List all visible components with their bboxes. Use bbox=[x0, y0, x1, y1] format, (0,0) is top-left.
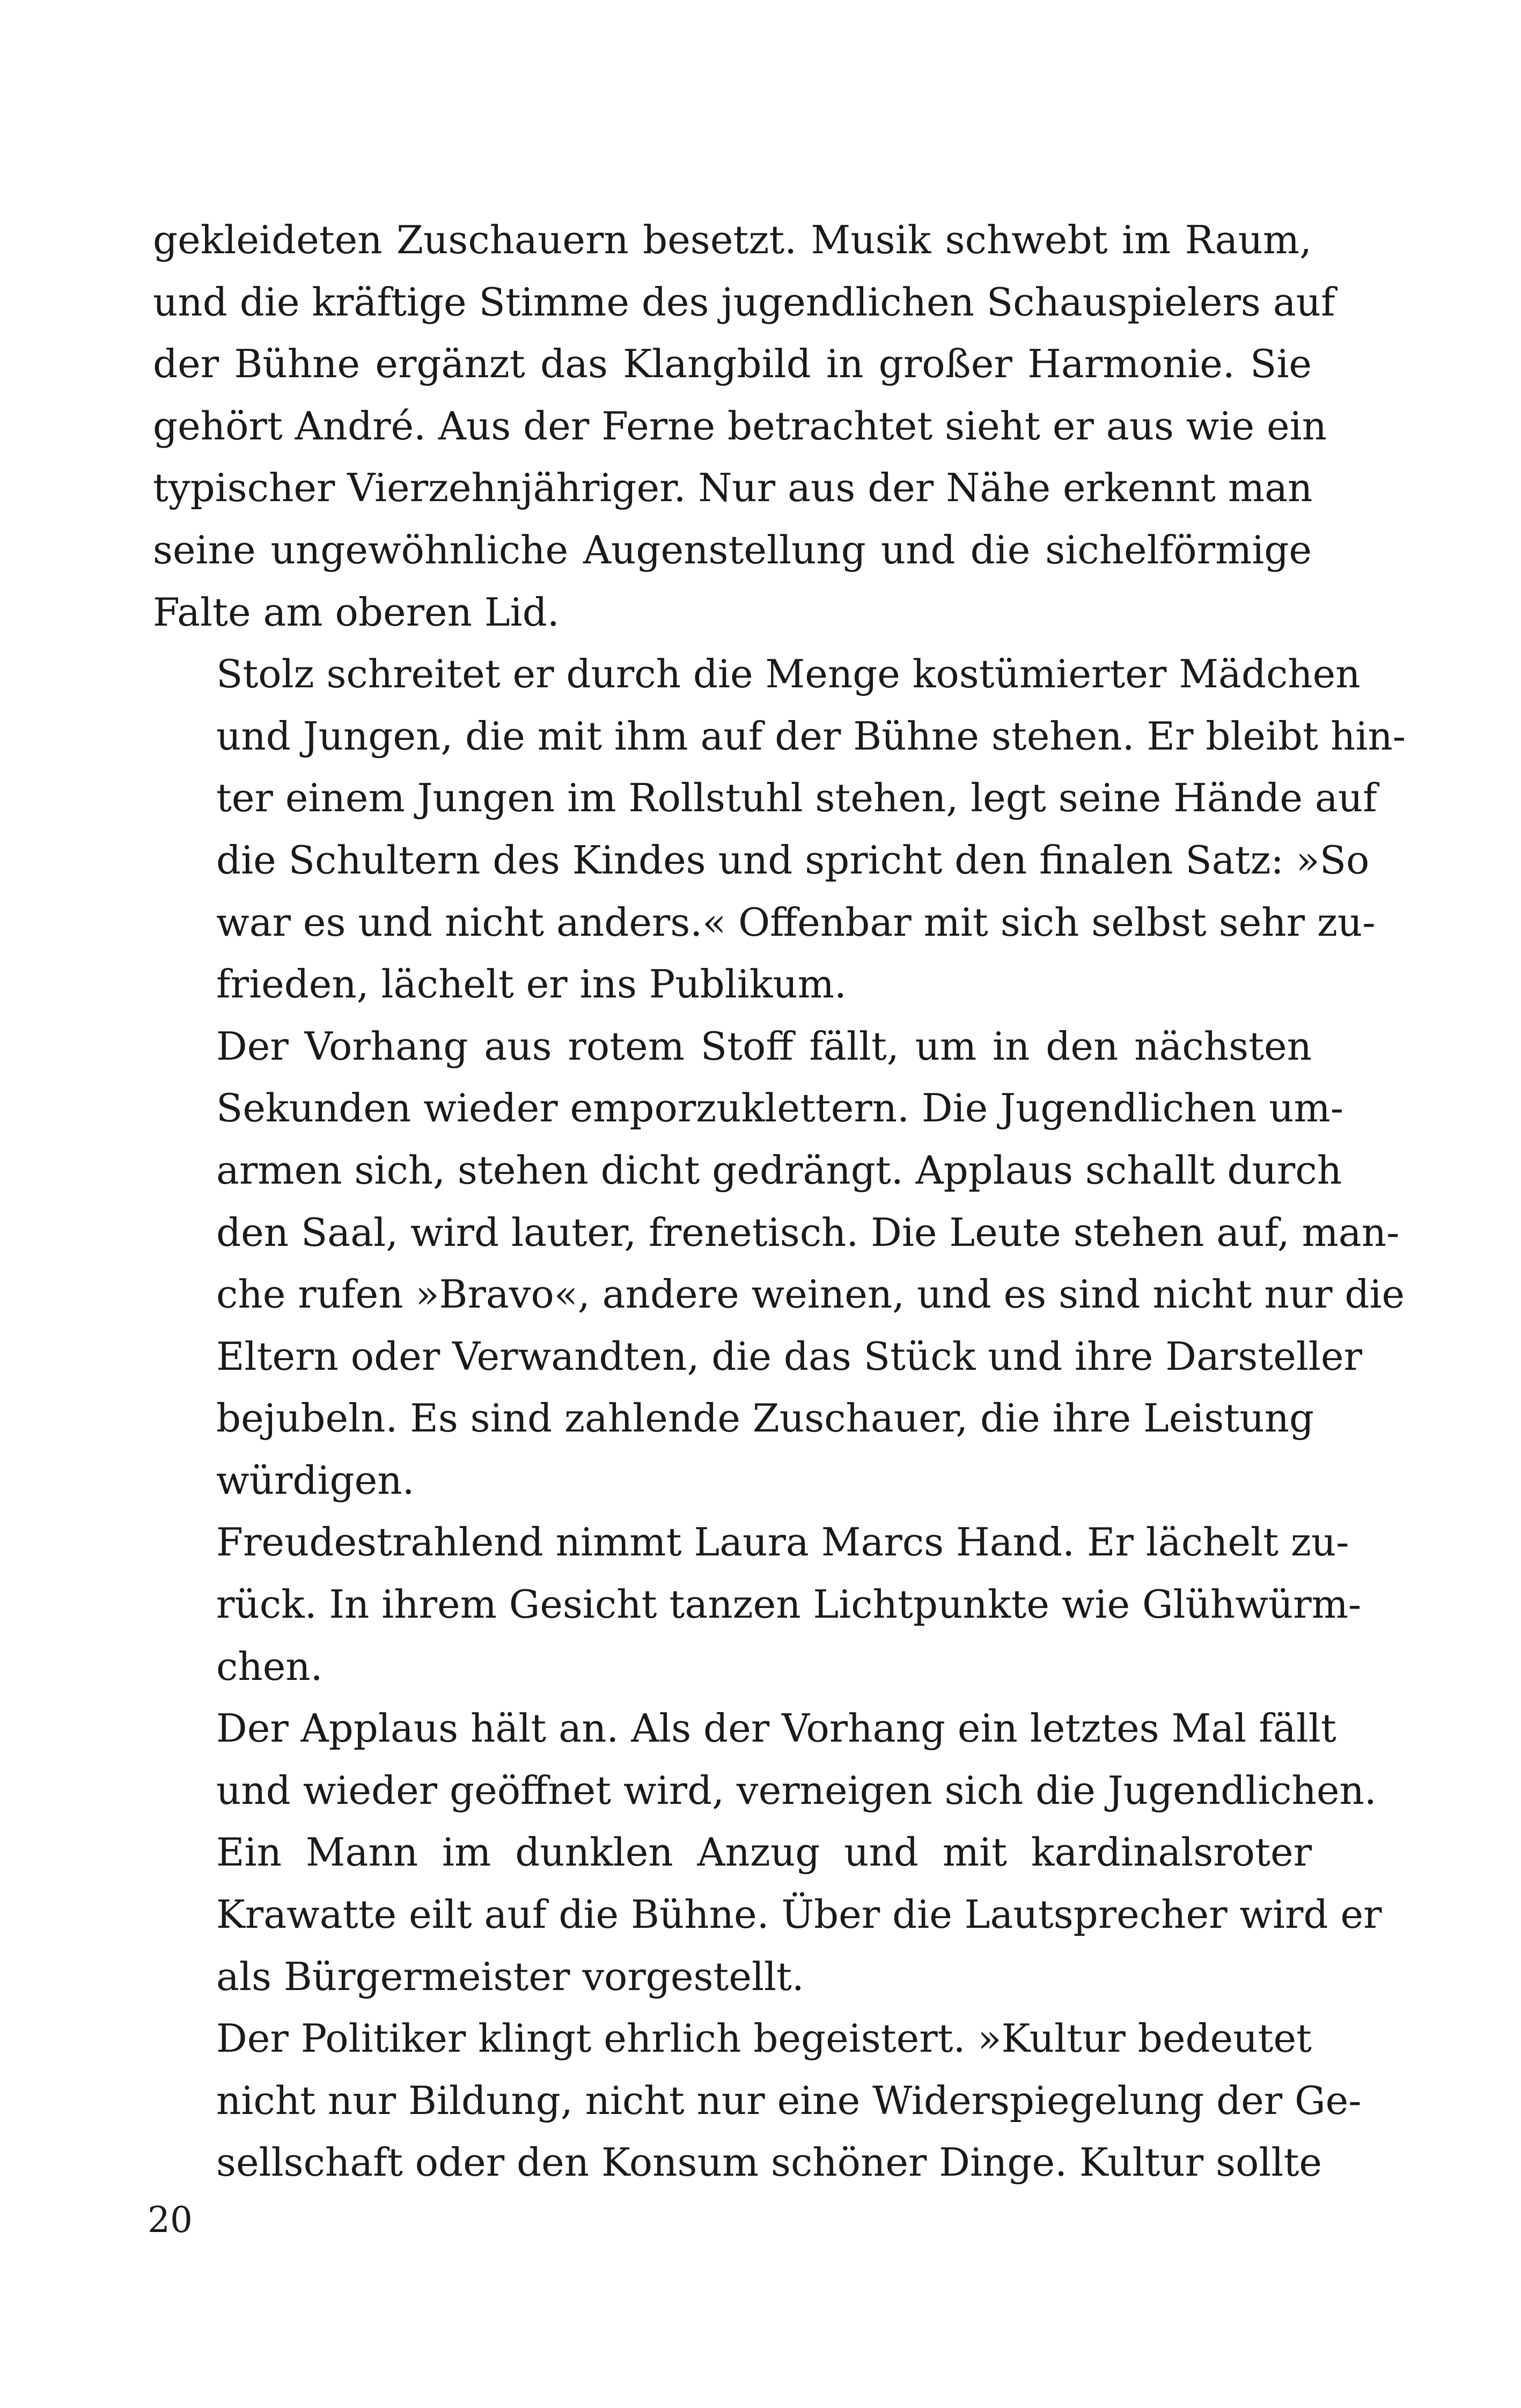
paragraph bbox=[153, 1822, 1382, 2008]
text-line: rück. In ihrem Gesicht tanzen Lichtpunkte wie Glühwürm- bbox=[216, 1582, 1362, 1627]
text-line: sellschaft oder den Konsum schöner Dinge. Kultur sollte bbox=[216, 2140, 1322, 2185]
paragraph bbox=[153, 2008, 1362, 2194]
text-line: Der Vorhang aus rotem Stoff fällt, um in den nächsten bbox=[216, 1023, 1312, 1069]
text-line: seine ungewöhnliche Augenstellung und die sichelförmige bbox=[153, 527, 1312, 572]
paragraph bbox=[153, 1016, 1405, 1512]
text-line: den Saal, wird lauter, frenetisch. Die Leute stehen auf, man- bbox=[216, 1209, 1400, 1255]
text-line: bejubeln. Es sind zahlende Zuschauer, die ihre Leistung bbox=[216, 1396, 1314, 1441]
text-line: und Jungen, die mit ihm auf der Bühne stehen. Er bleibt hin- bbox=[216, 713, 1406, 759]
text-line: Freudestrahlend nimmt Laura Marcs Hand. Er lächelt zu- bbox=[216, 1519, 1349, 1565]
text-line: und die kräftige Stimme des jugendlichen Schauspielers auf bbox=[153, 279, 1335, 325]
text-line: war es und nicht anders.« Offenbar mit sich selbst sehr zu- bbox=[216, 899, 1376, 945]
body-text bbox=[153, 209, 1406, 2194]
paragraph bbox=[153, 643, 1406, 1016]
text-line: nicht nur Bildung, nicht nur eine Widerspiegelung der Ge- bbox=[216, 2077, 1362, 2123]
text-line: der Bühne ergänzt das Klangbild in großer Harmonie. Sie bbox=[153, 341, 1312, 387]
paragraph bbox=[153, 1698, 1377, 1822]
text-line: gekleideten Zuschauern besetzt. Musik schwebt im Raum, bbox=[153, 217, 1312, 262]
paragraph bbox=[153, 209, 1335, 643]
text-line: typischer Vierzehnjähriger. Nur aus der Nähe erkennt man bbox=[153, 465, 1313, 511]
text-line: che rufen »Bravo«, andere weinen, und es sind nicht nur die bbox=[216, 1272, 1405, 1317]
text-line: Sekunden wieder emporzuklettern. Die Jugendlichen um- bbox=[216, 1085, 1344, 1131]
paragraph bbox=[153, 1511, 1362, 1698]
text-line: Der Applaus hält an. Als der Vorhang ein letztes Mal fällt bbox=[216, 1706, 1336, 1751]
text-line: ter einem Jungen im Rollstuhl stehen, legt seine Hände auf bbox=[216, 775, 1377, 821]
text-line: Eltern oder Verwandten, die das Stück und ihre Darsteller bbox=[216, 1333, 1362, 1379]
text-line: und wieder geöffnet wird, verneigen sich die Jugendlichen. bbox=[216, 1767, 1377, 1813]
text-line: chen. bbox=[216, 1643, 323, 1689]
text-line: gehört André. Aus der Ferne betrachtet sieht er aus wie ein bbox=[153, 403, 1327, 449]
text-line: Stolz schreitet er durch die Menge kostümierter Mädchen bbox=[216, 651, 1361, 697]
text-line: als Bürgermeister vorgestellt. bbox=[216, 1954, 804, 1999]
text-line: würdigen. bbox=[216, 1457, 415, 1503]
text-line: Falte am oberen Lid. bbox=[153, 589, 560, 635]
text-line: armen sich, stehen dicht gedrängt. Applaus schallt durch bbox=[216, 1147, 1342, 1193]
page-number: 20 bbox=[148, 2199, 193, 2241]
text-line: Der Politiker klingt ehrlich begeistert. »Kultur bedeutet bbox=[216, 2016, 1312, 2061]
text-line: die Schultern des Kindes und spricht den finalen Satz: »So bbox=[216, 837, 1370, 883]
text-line: Ein Mann im dunklen Anzug und mit kardinalsroter bbox=[216, 1830, 1312, 1875]
text-line: frieden, lächelt er ins Publikum. bbox=[216, 961, 847, 1007]
text-line: Krawatte eilt auf die Bühne. Über die Lautsprecher wird er bbox=[216, 1892, 1382, 1937]
